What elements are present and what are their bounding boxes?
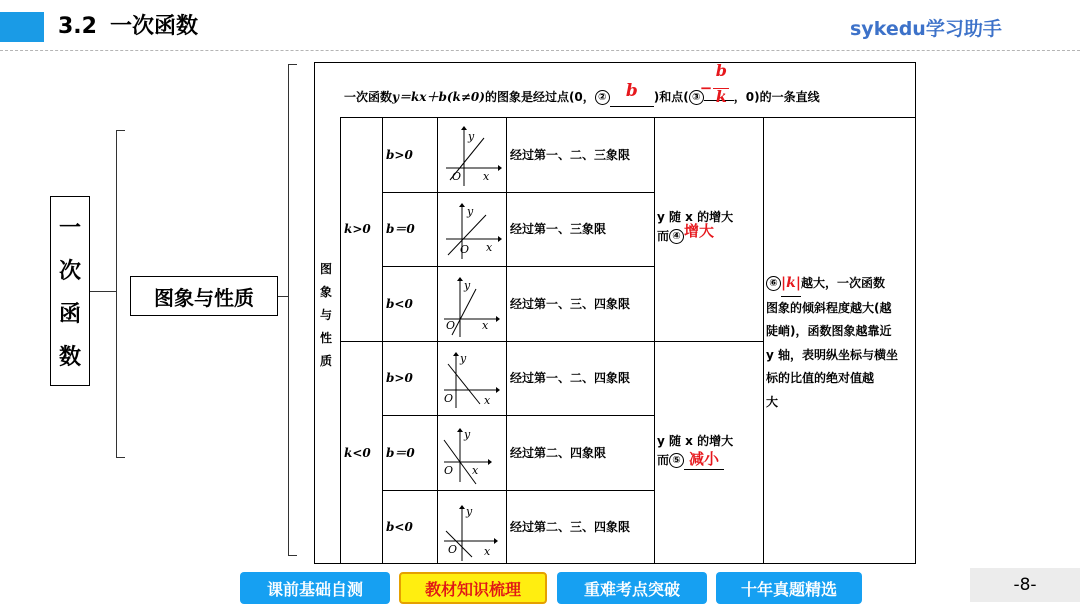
graph-k-neg-b-neg — [438, 491, 506, 564]
blank-number: ⑥ — [766, 276, 781, 291]
trend-line: y 随 x 的增大 — [657, 210, 734, 224]
answer-blank-2 — [610, 81, 654, 107]
inner-bracket — [288, 64, 297, 556]
graph-k-neg-b-zero — [438, 416, 506, 490]
x-label: x — [482, 319, 489, 332]
trend-text-decrease — [657, 432, 733, 470]
origin-label: O — [460, 243, 470, 256]
graph-k-pos-b-neg — [438, 267, 506, 341]
quadrant-text: 经过第一、二、三象限 — [510, 148, 631, 162]
y-label: y — [466, 505, 473, 518]
quadrant-text: 经过第一、二、四象限 — [510, 371, 631, 385]
definition-suffix: ，0)的一条直线 — [733, 90, 820, 104]
note-line: 陡峭)，函数图象越靠近 — [766, 324, 892, 338]
y-label: y — [468, 130, 475, 143]
connector-line — [278, 296, 288, 297]
quadrant-text: 经过第二、三、四象限 — [510, 520, 631, 534]
answer-numerator: b — [715, 61, 727, 80]
y-axis-arrow — [457, 277, 463, 281]
graph-k-pos-b-pos — [438, 118, 506, 192]
note-line: 越大，一次函数 — [801, 276, 886, 290]
b-label: b＝0 — [386, 222, 415, 236]
note-line: 图象的倾斜程度越大(越 — [766, 300, 892, 315]
x-label: x — [472, 464, 479, 477]
page-number: -8- — [970, 568, 1080, 602]
nav-key-points-button[interactable]: 重难考点突破 — [557, 572, 707, 604]
b-label: b<0 — [386, 297, 413, 311]
section-title: 一次函数 — [110, 14, 199, 39]
graph-k-pos-b-zero — [438, 193, 506, 266]
y-label: y — [460, 352, 467, 365]
blank-number: ⑤ — [669, 453, 684, 468]
graph-k-neg-b-pos — [438, 342, 506, 415]
x-axis-arrow — [496, 316, 500, 322]
y-label: y — [467, 205, 474, 218]
quadrant-text: 经过第一、三象限 — [510, 222, 607, 236]
topic-box — [50, 196, 90, 386]
trend-prefix: 而 — [657, 453, 670, 467]
function-line — [452, 289, 476, 335]
vertical-char: 象 — [319, 285, 332, 299]
y-axis-arrow — [459, 203, 465, 207]
brand-logo-text: sykedu学习助手 — [850, 18, 1002, 40]
x-label: x — [484, 394, 491, 407]
y-axis-arrow — [453, 352, 459, 356]
table-line — [382, 266, 654, 267]
answer-blank-3 — [699, 61, 734, 106]
blank-number: ④ — [669, 229, 684, 244]
note-line: y 轴，表明纵坐标与横坐 — [766, 347, 899, 362]
x-label: x — [483, 170, 490, 183]
note-line: 大 — [766, 394, 779, 409]
vertical-char: 质 — [319, 354, 332, 368]
note-line: 标的比值的绝对值越 — [766, 371, 875, 385]
definition-formula: y＝kx＋b(k≠0) — [392, 90, 485, 104]
origin-label: O — [444, 464, 454, 477]
origin-label: O — [448, 543, 458, 556]
trend-line: y 随 x 的增大 — [657, 434, 734, 448]
table-line — [382, 192, 654, 193]
vertical-char: 图 — [319, 262, 332, 276]
blank-number: ③ — [689, 90, 704, 105]
answer-text: |k| — [781, 275, 801, 291]
topic-char: 函 — [58, 302, 81, 327]
topic-char: 一 — [58, 216, 81, 241]
table-line — [763, 117, 764, 564]
y-axis-arrow — [461, 126, 467, 130]
b-label: b>0 — [386, 148, 413, 162]
vertical-char: 性 — [319, 331, 332, 345]
answer-text: 增大 — [684, 222, 715, 240]
table-line — [382, 415, 654, 416]
origin-label: O — [452, 170, 462, 183]
x-axis-arrow — [498, 236, 502, 242]
k-positive-label: k>0 — [344, 222, 371, 236]
answer-minus: − — [699, 79, 713, 97]
table-vertical-label — [316, 258, 336, 373]
x-axis-arrow — [498, 165, 502, 171]
table-line — [340, 117, 916, 118]
definition-prefix: 一次函数 — [344, 90, 393, 104]
table-line — [340, 341, 763, 342]
table-line — [382, 490, 654, 491]
x-label: x — [486, 241, 493, 254]
quadrant-text: 经过第一、三、四象限 — [510, 297, 631, 311]
topic-char: 数 — [58, 345, 81, 370]
definition-mid: 的图象是经过点(0， — [484, 90, 595, 104]
blank-number: ② — [595, 90, 610, 105]
vertical-char: 与 — [319, 308, 332, 322]
definition-mid2: )和点( — [653, 90, 689, 104]
x-label: x — [484, 545, 491, 558]
trend-prefix: 而 — [657, 229, 670, 243]
nav-pre-class-test-button[interactable]: 课前基础自测 — [240, 572, 390, 604]
outer-bracket — [116, 130, 125, 458]
b-label: b＝0 — [386, 446, 415, 460]
y-axis-arrow — [457, 428, 463, 432]
y-label: y — [464, 279, 471, 292]
answer-text: 减小 — [689, 450, 720, 468]
header-divider — [0, 50, 1080, 51]
answer-denominator: k — [715, 87, 727, 106]
nav-past-exams-button[interactable]: 十年真题精选 — [716, 572, 862, 604]
origin-label: O — [446, 319, 456, 332]
slope-note — [766, 272, 914, 414]
subtopic-box: 图象与性质 — [130, 276, 278, 316]
x-axis-arrow — [494, 538, 498, 544]
definition-text — [344, 61, 914, 107]
b-label: b>0 — [386, 371, 413, 385]
topic-char: 次 — [58, 259, 81, 284]
trend-text-increase — [657, 208, 733, 245]
b-label: b<0 — [386, 520, 413, 534]
y-axis-arrow — [459, 505, 465, 509]
x-axis-arrow — [488, 459, 492, 465]
nav-textbook-review-button[interactable]: 教材知识梳理 — [399, 572, 547, 604]
k-negative-label: k<0 — [344, 446, 371, 460]
x-axis-arrow — [496, 387, 500, 393]
answer-text: b — [625, 81, 638, 101]
origin-label: O — [444, 392, 454, 405]
y-label: y — [464, 428, 471, 441]
section-number: 3.2 — [58, 14, 97, 39]
connector-line — [90, 291, 116, 292]
quadrant-text: 经过第二、四象限 — [510, 446, 607, 460]
header-accent-bar — [0, 12, 44, 42]
